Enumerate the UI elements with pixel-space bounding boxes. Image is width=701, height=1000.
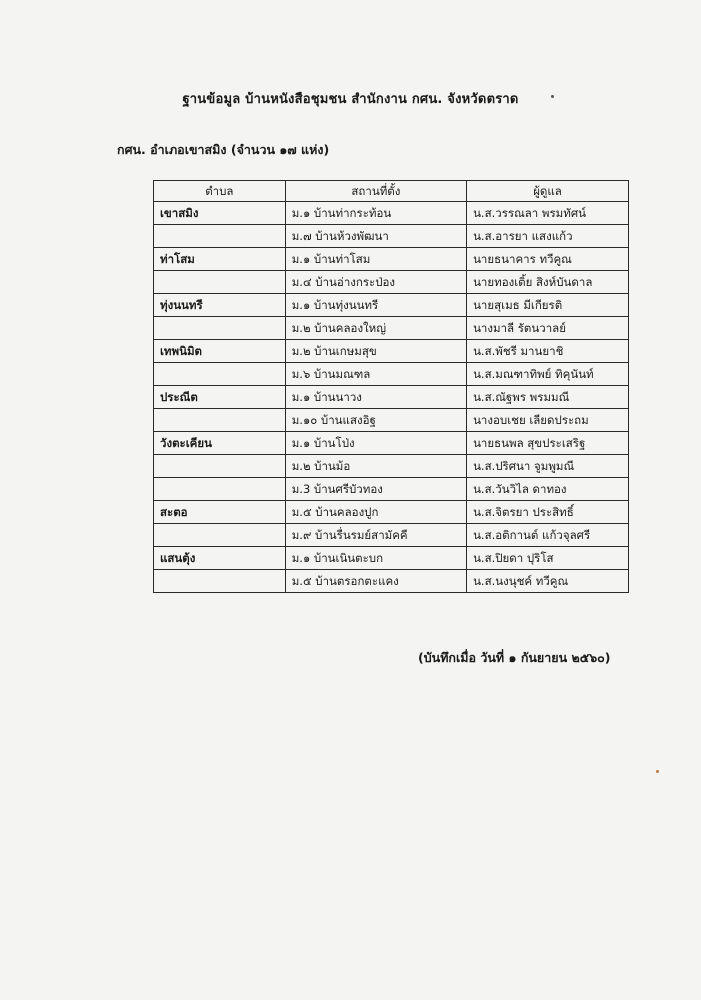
location-cell: ม.๕ บ้านตรอกตะแคง [285,570,466,593]
caretaker-cell: นายธนาคาร ทวีคูณ [467,248,629,271]
table-row [154,317,629,340]
page-title: ฐานข้อมูล บ้านหนังสือชุมชน สำนักงาน กศน. จังหวัดตราด [182,92,519,107]
subdistrict-cell: เทพนิมิต [154,340,286,363]
subdistrict-header: ตำบล [154,181,286,202]
caretaker-cell: น.ส.ณัฐพร พรมมณี [467,386,629,409]
subdistrict-cell: ท่าโสม [154,248,286,271]
subdistrict-cell: ทุ่งนนทรี [154,294,286,317]
location-cell: ม.๔ บ้านอ่างกระป่อง [285,271,466,294]
scan-speck [656,770,659,773]
table-row [154,386,629,409]
caretaker-cell: นายธนพล สุขประเสริฐ [467,432,629,455]
location-cell: ม.๕ บ้านคลองปูก [285,501,466,524]
table-row [154,432,629,455]
table-row [154,248,629,271]
caretaker-cell: นายทองเติ้ย สิงห์บันดาล [467,271,629,294]
community-reading-house-table [153,180,629,593]
table-row [154,363,629,386]
subdistrict-cell: เขาสมิง [154,202,286,225]
location-cell: ม.๑๐ บ้านแสงอิฐ [285,409,466,432]
caretaker-cell: น.ส.พัชรี มานยาชิ [467,340,629,363]
location-cell: ม.๒ บ้านคลองใหญ่ [285,317,466,340]
table-row [154,547,629,570]
location-header: สถานที่ตั้ง [285,181,466,202]
subdistrict-cell: วังตะเคียน [154,432,286,455]
location-cell: ม.๒ บ้านม้อ [285,455,466,478]
subdistrict-cell [154,317,286,340]
subdistrict-cell [154,409,286,432]
location-cell: ม.๙ บ้านรื่นรมย์สามัคคี [285,524,466,547]
caretaker-header: ผู้ดูแล [467,181,629,202]
caretaker-cell: น.ส.นงนุชค์ ทวีคูณ [467,570,629,593]
caretaker-cell: น.ส.จิตรยา ประสิทธิ์ [467,501,629,524]
subdistrict-cell [154,455,286,478]
record-date-note: (บันทึกเมื่อ วันที่ ๑ กันยายน ๒๕๖๐) [418,650,611,665]
table-row [154,455,629,478]
table-row [154,340,629,363]
caretaker-cell: น.ส.วันวิไล ดาทอง [467,478,629,501]
caretaker-cell: นางอบเชย เลียดประถม [467,409,629,432]
subdistrict-cell [154,524,286,547]
table-row [154,409,629,432]
table-row [154,294,629,317]
location-cell: ม.๖ บ้านมณฑล [285,363,466,386]
location-cell: ม.๑ บ้านท่ากระท้อน [285,202,466,225]
caretaker-cell: น.ส.ปิยดา ปุริโส [467,547,629,570]
caretaker-cell: นายสุเมธ มีเกียรติ [467,294,629,317]
table-row [154,501,629,524]
table-row [154,524,629,547]
table-row [154,225,629,248]
subdistrict-cell: แสนตุ้ง [154,547,286,570]
caretaker-cell: น.ส.วรรณลา พรมทัศน์ [467,202,629,225]
location-cell: ม.๒ บ้านเกษมสุข [285,340,466,363]
location-cell: ม.๑ บ้านเนินตะบก [285,547,466,570]
caretaker-cell: น.ส.ปริศนา จูมพูมณี [467,455,629,478]
table-row [154,202,629,225]
district-subtitle: กศน. อำเภอเขาสมิง (จำนวน ๑๗ แห่ง) [117,142,330,157]
table-row [154,271,629,294]
location-cell: ม.3 บ้านศรีบัวทอง [285,478,466,501]
location-cell: ม.๑ บ้านโป่ง [285,432,466,455]
table-row [154,478,629,501]
subdistrict-cell [154,363,286,386]
caretaker-cell: นางมาลี รัตนวาลย์ [467,317,629,340]
location-cell: ม.๑ บ้านทุ่งนนทรี [285,294,466,317]
location-cell: ม.๗ บ้านห้วงพัฒนา [285,225,466,248]
subdistrict-cell [154,271,286,294]
table-row [154,570,629,593]
subdistrict-cell [154,570,286,593]
subdistrict-cell [154,478,286,501]
scan-speck [551,95,554,98]
subdistrict-cell [154,225,286,248]
caretaker-cell: น.ส.อารยา แสงแก้ว [467,225,629,248]
location-cell: ม.๑ บ้านนาวง [285,386,466,409]
caretaker-cell: น.ส.อติกานต์ แก้วจุลศรี [467,524,629,547]
caretaker-cell: น.ส.มณฑาทิพย์ ทิคุนันท์ [467,363,629,386]
table-header-row [154,181,629,202]
subdistrict-cell: สะตอ [154,501,286,524]
subdistrict-cell: ประณีต [154,386,286,409]
location-cell: ม.๑ บ้านท่าโสม [285,248,466,271]
